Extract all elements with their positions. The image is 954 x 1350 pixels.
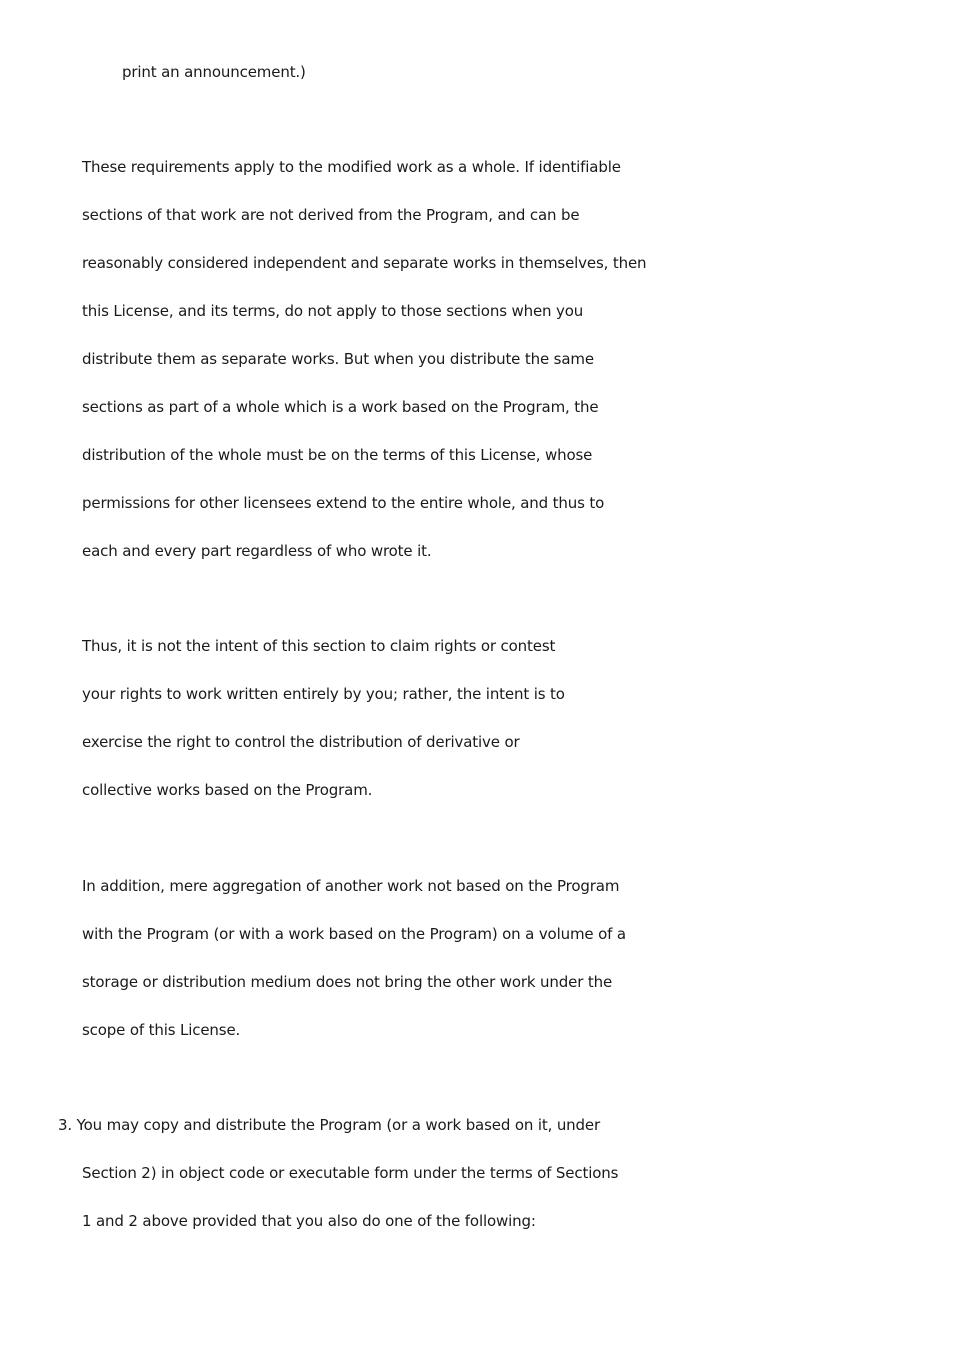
paragraph-line: reasonably considered independent and separate works in themselves, then	[82, 254, 647, 272]
paragraph-line: distribute them as separate works. But when you distribute the same	[82, 350, 594, 368]
paragraph-line: sections of that work are not derived from the Program, and can be	[82, 206, 580, 224]
paragraph-line: sections as part of a whole which is a work based on the Program, the	[82, 398, 599, 416]
continuation-line: print an announcement.)	[122, 63, 306, 81]
paragraph-line: scope of this License.	[82, 1021, 241, 1039]
paragraph-line: storage or distribution medium does not bring the other work under the	[82, 973, 613, 991]
section-heading-line: 3. You may copy and distribute the Program (or a work based on it, under	[58, 1116, 601, 1134]
paragraph-line: Section 2) in object code or executable form under the terms of Sections	[82, 1164, 619, 1182]
paragraph-line: collective works based on the Program.	[82, 781, 373, 799]
paragraph-line: with the Program (or with a work based on the Program) on a volume of a	[82, 925, 626, 943]
paragraph-line: each and every part regardless of who wrote it.	[82, 542, 432, 560]
paragraph-line: 1 and 2 above provided that you also do one of the following:	[82, 1212, 536, 1230]
paragraph-line: your rights to work written entirely by you; rather, the intent is to	[82, 685, 565, 703]
paragraph-line: this License, and its terms, do not apply to those sections when you	[82, 302, 584, 320]
paragraph-line: exercise the right to control the distribution of derivative or	[82, 733, 520, 751]
paragraph-line: These requirements apply to the modified work as a whole. If identifiable	[82, 158, 621, 176]
paragraph-line: Thus, it is not the intent of this section to claim rights or contest	[82, 637, 556, 655]
paragraph-line: distribution of the whole must be on the terms of this License, whose	[82, 446, 593, 464]
paragraph-line: In addition, mere aggregation of another work not based on the Program	[82, 877, 620, 895]
paragraph-line: permissions for other licensees extend to the entire whole, and thus to	[82, 494, 605, 512]
